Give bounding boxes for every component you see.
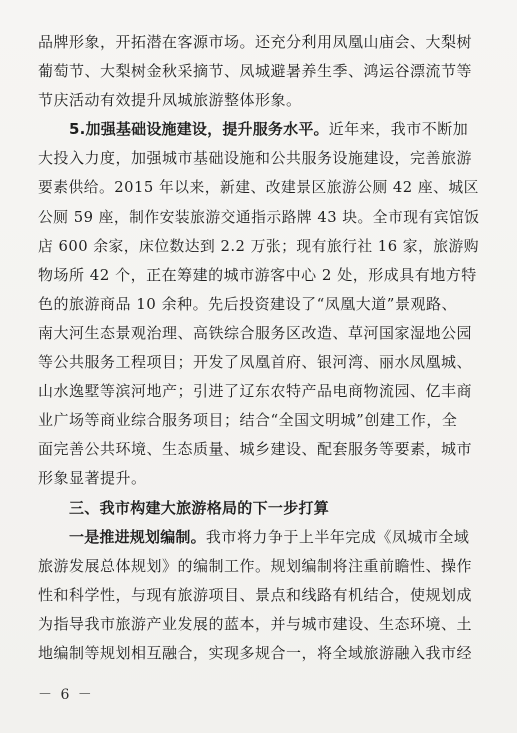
line-text: 业广场等商业综合服务项目；结合“全国文明城”创建工作，全	[38, 411, 458, 430]
text-line	[38, 57, 484, 86]
line-text: 近年来，我市不断加	[328, 120, 469, 139]
line-text: 形象显著提升。	[38, 469, 147, 488]
text-line	[38, 173, 484, 202]
line-text: 要素供给。2015 年以来，新建、改建景区旅游公厕 42 座、城区	[38, 179, 479, 197]
text-line	[38, 261, 484, 290]
text-line	[38, 494, 484, 523]
line-text: 我市将力争于上半年完成《凤城市全域	[205, 527, 470, 546]
line-text: 山水逸墅等滨河地产；引进了辽东农特产品电商物流园、亿丰商	[38, 382, 473, 401]
text-line	[38, 86, 484, 115]
line-text: 公厕 59 座，制作安装旅游交通指示路牌 43 块。全市现有宾馆饭	[38, 208, 480, 226]
text-line	[38, 610, 484, 639]
line-text: 为指导我市旅游产业发展的蓝本，并与城市建设、生态环境、土	[38, 614, 473, 633]
page-number: － 6 －	[38, 687, 94, 703]
line-text: 性和科学性，与现有旅游项目、景点和线路有机结合，使规划成	[38, 585, 473, 604]
text-line	[38, 523, 484, 552]
text-line	[38, 319, 484, 348]
line-text: 大投入力度，加强城市基础设施和公共服务设施建设，完善旅游	[38, 149, 473, 168]
line-text: 店 600 余家，床位数达到 2.2 万张；现有旅行社 16 家，旅游购	[38, 237, 480, 255]
text-line	[38, 348, 484, 377]
text-line	[38, 115, 484, 144]
text-line	[38, 581, 484, 610]
bold-lead: 5.加强基础设施建设，提升服务水平。	[69, 120, 329, 139]
line-text: 品牌形象，开拓潜在客源市场。还充分利用凤凰山庙会、大梨树	[38, 33, 473, 51]
text-line	[38, 639, 484, 668]
text-line	[38, 290, 484, 319]
text-line	[38, 552, 484, 581]
line-text: 面完善公共环境、生态质量、城乡建设、配套服务等要素，城市	[38, 440, 473, 459]
bold-lead: 一是推进规划编制。	[69, 527, 206, 546]
section-heading: 三、我市构建大旅游格局的下一步打算	[69, 498, 330, 517]
text-line	[38, 377, 484, 406]
text-line	[38, 144, 484, 173]
text-line	[38, 406, 484, 435]
line-text: 等公共服务工程项目；开发了凤凰首府、银河湾、丽水凤凰城、	[38, 353, 473, 372]
line-text: 南大河生态景观治理、高铁综合服务区改造、草河国家湿地公园	[38, 323, 473, 342]
text-line	[38, 232, 484, 261]
text-line	[38, 203, 484, 232]
line-text: 物场所 42 个，正在筹建的城市游客中心 2 处，形成具有地方特	[38, 265, 477, 284]
body-text	[38, 28, 484, 668]
line-text: 葡萄节、大梨树金秋采摘节、凤城避暑养生季、鸿运谷漂流节等	[38, 62, 473, 81]
text-line	[38, 464, 484, 493]
text-line	[38, 435, 484, 464]
line-text: 节庆活动有效提升凤城旅游整体形象。	[38, 91, 302, 110]
line-text: 旅游发展总体规划》的编制工作。规划编制将注重前瞻性、操作	[38, 556, 473, 575]
line-text: 色的旅游商品 10 余种。先后投资建设了“凤凰大道”景观路、	[38, 294, 457, 313]
line-text: 地编制等规划相互融合，实现多规合一，将全域旅游融入我市经	[38, 643, 473, 662]
text-line	[38, 28, 484, 57]
